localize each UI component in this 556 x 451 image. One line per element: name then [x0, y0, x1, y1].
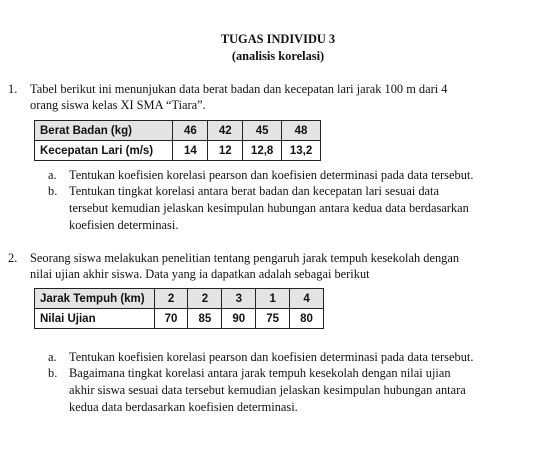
task-line: koefisien determinasi. — [69, 218, 179, 232]
table-cell: 48 — [282, 121, 321, 141]
table-cell: 45 — [243, 121, 282, 141]
task-marker: a. — [48, 168, 57, 182]
question-1-number: 1. — [8, 82, 18, 96]
table-cell: 46 — [173, 121, 208, 141]
task-line: tersebut kemudian jelaskan kesimpulan hubungan antara kedua data berdasarkan — [69, 201, 469, 215]
task-line: Tentukan tingkat korelasi antara berat badan dan kecepatan lari sesuai data — [69, 184, 439, 198]
task-line: akhir siswa sesuai data tersebut kemudian jelaskan kesimpulan hubungan antara — [69, 383, 466, 397]
table-cell: 13,2 — [282, 141, 321, 161]
table-row — [35, 289, 324, 309]
table-cell: 3 — [222, 289, 256, 309]
task-line: Tentukan koefisien korelasi pearson dan koefisien determinasi pada data tersebut. — [69, 350, 474, 364]
question-1-intro-line-1: Tabel berikut ini menunjukan data berat badan dan kecepatan lari jarak 100 m dari 4 — [30, 82, 448, 96]
row-label: Jarak Tempuh (km) — [35, 289, 155, 309]
task-line: Bagaimana tingkat korelasi antara jarak tempuh kesekolah dengan nilai ujian — [69, 366, 451, 380]
row-label: Nilai Ujian — [35, 309, 155, 329]
question-2-intro-line-1: Seorang siswa melakukan penelitian tentang pengaruh jarak tempuh kesekolah dengan — [30, 251, 460, 265]
page-title: TUGAS INDIVIDU 3 — [220, 32, 336, 46]
table-row — [35, 141, 321, 161]
page-subtitle: (analisis korelasi) — [231, 49, 325, 63]
table-cell: 85 — [188, 309, 222, 329]
weight-speed-table — [34, 120, 321, 161]
table-cell: 14 — [173, 141, 208, 161]
table-cell: 90 — [222, 309, 256, 329]
task-line: kedua data berdasarkan koefisien determinasi. — [69, 400, 298, 414]
table-cell: 70 — [154, 309, 188, 329]
task-line: Tentukan koefisien korelasi pearson dan koefisien determinasi pada data tersebut. — [69, 168, 474, 182]
table-cell: 12,8 — [243, 141, 282, 161]
task-marker: a. — [48, 350, 57, 364]
table-cell: 2 — [188, 289, 222, 309]
table-row — [35, 121, 321, 141]
table-cell: 2 — [154, 289, 188, 309]
question-1-intro-line-2: orang siswa kelas XI SMA “Tiara”. — [30, 98, 206, 112]
distance-score-table — [34, 288, 324, 329]
table-cell: 4 — [290, 289, 324, 309]
table-cell: 80 — [290, 309, 324, 329]
table-cell: 1 — [256, 289, 290, 309]
table-cell: 12 — [208, 141, 243, 161]
table-cell: 42 — [208, 121, 243, 141]
question-2-intro-line-2: nilai ujian akhir siswa. Data yang ia dapatkan adalah sebagai berikut — [30, 267, 370, 281]
row-label: Berat Badan (kg) — [35, 121, 173, 141]
row-label: Kecepatan Lari (m/s) — [35, 141, 173, 161]
table-cell: 75 — [256, 309, 290, 329]
task-marker: b. — [48, 366, 58, 380]
question-2-number: 2. — [8, 251, 18, 265]
table-row — [35, 309, 324, 329]
task-marker: b. — [48, 184, 58, 198]
